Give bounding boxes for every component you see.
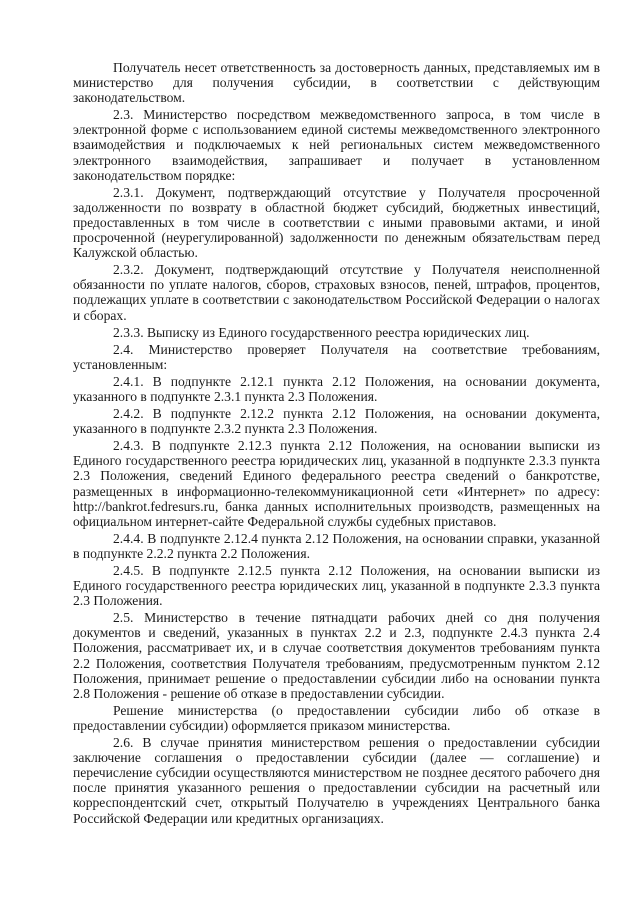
paragraph-2-6: 2.6. В случае принятия министерством решения о предоставлении субсидии заключение соглашения о предоставлении субсидии (далее — соглашение) и перечисление субсидии осуществляются министерством не позднее десятого рабочего дня после принятия указанного решения о предоставлении субсидии на расчетный или корреспондентский счет, открытый Получателю в учреждениях Центрального банка Российской Федерации или кредитных организациях. bbox=[73, 735, 600, 826]
paragraph-2-3-2: 2.3.2. Документ, подтверждающий отсутствие у Получателя неисполненной обязанности по уплате налогов, сборов, страховых взносов, пеней, штрафов, процентов, подлежащих уплате в соответствии с законодательством Российской Федерации о налогах и сборах. bbox=[73, 262, 600, 323]
paragraph-2-4-1: 2.4.1. В подпункте 2.12.1 пункта 2.12 Положения, на основании документа, указанного в подпункте 2.3.1 пункта 2.3 Положения. bbox=[73, 373, 600, 404]
paragraph-2-3-3: 2.3.3. Выписку из Единого государственного реестра юридических лиц. bbox=[113, 324, 530, 340]
paragraph-2-4: 2.4. Министерство проверяет Получателя на соответствие требованиям, установленным: bbox=[73, 341, 600, 372]
paragraph-responsibility: Получатель несет ответственность за достоверность данных, представляемых им в министерство для получения субсидии, в соответствии с действующим законодательством. bbox=[73, 60, 600, 106]
paragraph-2-4-3: 2.4.3. В подпункте 2.12.3 пункта 2.12 Положения, на основании выписки из Единого государственного реестра юридических лиц, указанной в подпункте 2.3.3 пункта 2.3 Положения, сведений Единого федерального реестра сведений о банкротстве, размещенных в информационно-телекоммуникационной сети «Интернет» по адресу: http://bankrot.fedresurs.ru, банка данных исполнительных производств, размещенных на официальном интернет-сайте Федеральной службы судебных приставов. bbox=[73, 438, 600, 529]
paragraph-2-3: 2.3. Министерство посредством межведомственного запроса, в том числе в электронной форме с использованием единой системы межведомственного электронного взаимодействия и подключаемых к ней региональных систем межведомственного электронного взаимодействия, запрашивает и получает в установленном законодательством порядке: bbox=[73, 107, 600, 183]
paragraph-2-3-1: 2.3.1. Документ, подтверждающий отсутствие у Получателя просроченной задолженности по возврату в областной бюджет субсидий, бюджетных инвестиций, предоставленных в том числе в соответствии с иными правовыми актами, и иной просроченной (неурегулированной) задолженности по денежным обязательствам перед Калужской областью. bbox=[73, 184, 600, 261]
paragraph-2-4-5: 2.4.5. В подпункте 2.12.5 пункта 2.12 Положения, на основании выписки из Единого государственного реестра юридических лиц, указанной в подпункте 2.3.3 пункта 2.3 Положения. bbox=[73, 563, 600, 609]
document-body bbox=[73, 60, 600, 828]
paragraph-2-4-2: 2.4.2. В подпункте 2.12.2 пункта 2.12 Положения, на основании документа, указанного в подпункте 2.3.2 пункта 2.3 Положения. bbox=[73, 406, 600, 437]
paragraph-2-4-4: 2.4.4. В подпункте 2.12.4 пункта 2.12 Положения, на основании справки, указанной в подпункте 2.2.2 пункта 2.2 Положения. bbox=[73, 530, 600, 561]
paragraph-2-5: 2.5. Министерство в течение пятнадцати рабочих дней со дня получения документов и сведений, указанных в пунктах 2.2 и 2.3, подпункте 2.4.3 пункта 2.4 Положения, рассматривает их, и в случае соответствия документов требованиям пункта 2.2 Положения, соответствия Получателя требованиям, предусмотренным пунктом 2.12 Положения, принимает решение о предоставлении субсидии либо на основании пункта 2.8 Положения - решение об отказе в предоставлении субсидии. bbox=[73, 610, 600, 701]
paragraph-decision: Решение министерства (о предоставлении субсидии либо об отказе в предоставлении субсидии) оформляется приказом министерства. bbox=[73, 702, 600, 733]
